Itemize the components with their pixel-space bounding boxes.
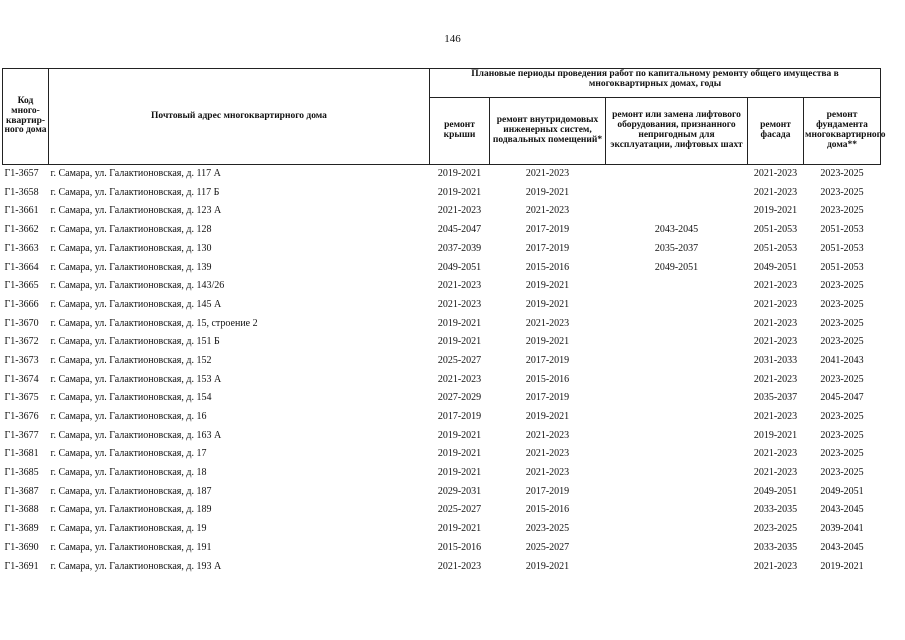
cell-elevator: [606, 464, 748, 483]
cell-facade: 2033-2035: [753, 504, 798, 516]
capital-repair-table: [2, 68, 886, 576]
cell-elevator: [606, 539, 748, 558]
cell-systems: 2019-2021: [525, 186, 570, 198]
cell-elevator: [606, 277, 748, 296]
cell-elevator: 2035-2037: [654, 242, 699, 254]
table-row: [3, 557, 881, 576]
cell-code: Г1-3691: [4, 560, 39, 572]
cell-code: Г1-3687: [4, 485, 39, 497]
cell-roof: 2029-2031: [437, 485, 482, 497]
cell-elevator: [606, 352, 748, 371]
cell-foundation: 2023-2025: [820, 205, 864, 217]
table-row: [3, 221, 881, 240]
table-row: [3, 464, 881, 483]
cell-foundation: 2045-2047: [820, 392, 864, 404]
cell-roof: 2027-2029: [437, 392, 482, 404]
cell-roof: 2019-2021: [437, 186, 482, 198]
table-row: [3, 333, 881, 352]
cell-systems: 2021-2023: [525, 429, 570, 441]
header-code: Код много-квартир-ного дома: [3, 69, 49, 165]
cell-systems: 2015-2016: [525, 504, 570, 516]
cell-roof: 2019-2021: [437, 168, 482, 180]
cell-foundation: 2051-2053: [820, 224, 864, 236]
cell-roof: 2037-2039: [437, 242, 482, 254]
cell-code: Г1-3670: [4, 317, 39, 329]
cell-elevator: [606, 296, 748, 315]
cell-address: г. Самара, ул. Галактионовская, д. 143/26: [50, 280, 225, 292]
cell-address: г. Самара, ул. Галактионовская, д. 117 А: [50, 168, 221, 180]
cell-roof: 2021-2023: [437, 373, 482, 385]
table-row: [3, 445, 881, 464]
cell-systems: 2021-2023: [525, 317, 570, 329]
cell-address: г. Самара, ул. Галактионовская, д. 187: [50, 485, 212, 497]
cell-address: г. Самара, ул. Галактионовская, д. 152: [50, 354, 212, 366]
cell-roof: 2021-2023: [437, 205, 482, 217]
cell-systems: 2017-2019: [525, 354, 570, 366]
cell-foundation: 2023-2025: [820, 467, 864, 479]
cell-systems: 2019-2021: [525, 411, 570, 423]
cell-facade: 2021-2023: [753, 448, 798, 460]
cell-foundation: 2023-2025: [820, 280, 864, 292]
cell-elevator: [606, 333, 748, 352]
table-row: [3, 371, 881, 390]
cell-code: Г1-3673: [4, 354, 39, 366]
cell-elevator: [606, 557, 748, 576]
table-row: [3, 408, 881, 427]
cell-roof: 2021-2023: [437, 280, 482, 292]
cell-elevator: [606, 389, 748, 408]
cell-address: г. Самара, ул. Галактионовская, д. 15, строение 2: [50, 317, 258, 329]
cell-roof: 2025-2027: [437, 354, 482, 366]
cell-code: Г1-3663: [4, 242, 39, 254]
cell-foundation: 2039-2041: [820, 523, 864, 535]
cell-code: Г1-3688: [4, 504, 39, 516]
table-row: [3, 483, 881, 502]
cell-elevator: [606, 427, 748, 446]
cell-systems: 2021-2023: [525, 448, 570, 460]
cell-foundation: 2023-2025: [820, 168, 864, 180]
cell-address: г. Самара, ул. Галактионовская, д. 154: [50, 392, 212, 404]
cell-roof: 2017-2019: [437, 411, 482, 423]
cell-code: Г1-3666: [4, 298, 39, 310]
cell-elevator: [606, 408, 748, 427]
cell-systems: 2019-2021: [525, 298, 570, 310]
table-row: [3, 296, 881, 315]
cell-code: Г1-3665: [4, 280, 39, 292]
cell-roof: 2019-2021: [437, 523, 482, 535]
cell-code: Г1-3681: [4, 448, 39, 460]
cell-code: Г1-3677: [4, 429, 39, 441]
cell-elevator: [606, 483, 748, 502]
header-periods-group: Плановые периоды проведения работ по капитальному ремонту общего имущества в многоквартирных домах, годы: [430, 69, 881, 98]
cell-systems: 2023-2025: [525, 523, 570, 535]
cell-roof: 2021-2023: [437, 298, 482, 310]
cell-foundation: 2023-2025: [820, 411, 864, 423]
cell-facade: 2021-2023: [753, 317, 798, 329]
cell-facade: 2021-2023: [753, 186, 798, 198]
cell-foundation: 2023-2025: [820, 298, 864, 310]
cell-systems: 2019-2021: [525, 336, 570, 348]
cell-code: Г1-3672: [4, 336, 39, 348]
cell-code: Г1-3662: [4, 224, 39, 236]
cell-elevator: [606, 184, 748, 203]
cell-address: г. Самара, ул. Галактионовская, д. 123 А: [50, 205, 222, 217]
cell-address: г. Самара, ул. Галактионовская, д. 117 Б: [50, 186, 220, 198]
cell-elevator: [606, 315, 748, 334]
cell-elevator: [606, 501, 748, 520]
table-row: [3, 277, 881, 296]
header-facade: ремонт фасада: [748, 98, 804, 165]
cell-code: Г1-3657: [4, 168, 39, 180]
cell-facade: 2049-2051: [753, 261, 798, 273]
table-row: [3, 389, 881, 408]
cell-facade: 2021-2023: [753, 336, 798, 348]
header-systems: ремонт внутридомовых инженерных систем, подвальных помещений*: [490, 98, 606, 165]
cell-elevator: [606, 202, 748, 221]
cell-foundation: 2051-2053: [820, 242, 864, 254]
cell-systems: 2019-2021: [525, 560, 570, 572]
cell-facade: 2021-2023: [753, 467, 798, 479]
cell-foundation: 2049-2051: [820, 485, 864, 497]
cell-facade: 2021-2023: [753, 560, 798, 572]
page-number: 146: [444, 33, 461, 45]
cell-address: г. Самара, ул. Галактионовская, д. 193 А: [50, 560, 222, 572]
cell-roof: 2045-2047: [437, 224, 482, 236]
cell-elevator: 2043-2045: [654, 224, 699, 236]
cell-code: Г1-3658: [4, 186, 39, 198]
cell-address: г. Самара, ул. Галактионовская, д. 191: [50, 541, 212, 553]
cell-systems: 2015-2016: [525, 373, 570, 385]
table-row: [3, 315, 881, 334]
cell-systems: 2017-2019: [525, 485, 570, 497]
cell-systems: 2021-2023: [525, 205, 570, 217]
cell-foundation: 2023-2025: [820, 373, 864, 385]
table-row: [3, 501, 881, 520]
cell-facade: 2019-2021: [753, 205, 798, 217]
cell-address: г. Самара, ул. Галактионовская, д. 128: [50, 224, 212, 236]
cell-address: г. Самара, ул. Галактионовская, д. 145 А: [50, 298, 222, 310]
cell-facade: 2021-2023: [753, 280, 798, 292]
cell-elevator: 2049-2051: [654, 261, 699, 273]
table-row: [3, 352, 881, 371]
table-body: [3, 165, 881, 577]
cell-foundation: 2019-2021: [820, 560, 864, 572]
table-row: [3, 165, 881, 184]
cell-roof: 2019-2021: [437, 336, 482, 348]
cell-foundation: 2041-2043: [820, 354, 864, 366]
table-row: [3, 202, 881, 221]
cell-foundation: 2023-2025: [820, 186, 864, 198]
cell-address: г. Самара, ул. Галактионовская, д. 153 А: [50, 373, 222, 385]
cell-facade: 2019-2021: [753, 429, 798, 441]
cell-systems: 2021-2023: [525, 467, 570, 479]
cell-roof: 2015-2016: [437, 541, 482, 553]
cell-foundation: 2023-2025: [820, 336, 864, 348]
cell-foundation: 2023-2025: [820, 448, 864, 460]
header-foundation: ремонт фундамента многоквартирного дома**: [804, 98, 881, 165]
cell-systems: 2019-2021: [525, 280, 570, 292]
table-row: [3, 520, 881, 539]
cell-elevator: [606, 520, 748, 539]
cell-address: г. Самара, ул. Галактионовская, д. 16: [50, 411, 207, 423]
cell-elevator: [606, 371, 748, 390]
cell-facade: 2051-2053: [753, 224, 798, 236]
cell-foundation: 2043-2045: [820, 541, 864, 553]
cell-code: Г1-3674: [4, 373, 39, 385]
table-row: [3, 240, 881, 259]
table-row: [3, 539, 881, 558]
table-row: [3, 258, 881, 277]
cell-elevator: [606, 165, 748, 184]
cell-roof: 2019-2021: [437, 467, 482, 479]
cell-roof: 2019-2021: [437, 448, 482, 460]
cell-code: Г1-3689: [4, 523, 39, 535]
cell-roof: 2019-2021: [437, 317, 482, 329]
header-roof: ремонт крыши: [430, 98, 490, 165]
cell-facade: 2035-2037: [753, 392, 798, 404]
cell-code: Г1-3685: [4, 467, 39, 479]
cell-foundation: 2051-2053: [820, 261, 864, 273]
cell-code: Г1-3664: [4, 261, 39, 273]
cell-facade: 2021-2023: [753, 411, 798, 423]
cell-facade: 2023-2025: [753, 523, 798, 535]
cell-facade: 2049-2051: [753, 485, 798, 497]
cell-code: Г1-3661: [4, 205, 39, 217]
cell-systems: 2025-2027: [525, 541, 570, 553]
cell-foundation: 2043-2045: [820, 504, 864, 516]
cell-roof: 2019-2021: [437, 429, 482, 441]
cell-roof: 2049-2051: [437, 261, 482, 273]
cell-systems: 2015-2016: [525, 261, 570, 273]
cell-address: г. Самара, ул. Галактионовская, д. 163 А: [50, 429, 222, 441]
cell-facade: 2021-2023: [753, 168, 798, 180]
cell-roof: 2021-2023: [437, 560, 482, 572]
cell-address: г. Самара, ул. Галактионовская, д. 189: [50, 504, 212, 516]
cell-code: Г1-3675: [4, 392, 39, 404]
cell-systems: 2017-2019: [525, 392, 570, 404]
header-elevator: ремонт или замена лифтового оборудования, признанного непригодным для эксплуатации, лифтовых шахт: [606, 98, 748, 165]
cell-facade: 2033-2035: [753, 541, 798, 553]
header-address: Почтовый адрес многоквартирного дома: [49, 69, 430, 165]
cell-roof: 2025-2027: [437, 504, 482, 516]
cell-facade: 2021-2023: [753, 373, 798, 385]
cell-systems: 2017-2019: [525, 224, 570, 236]
table-row: [3, 427, 881, 446]
cell-address: г. Самара, ул. Галактионовская, д. 151 Б: [50, 336, 220, 348]
cell-address: г. Самара, ул. Галактионовская, д. 19: [50, 523, 207, 535]
cell-foundation: 2023-2025: [820, 317, 864, 329]
cell-facade: 2031-2033: [753, 354, 798, 366]
cell-systems: 2017-2019: [525, 242, 570, 254]
cell-address: г. Самара, ул. Галактионовская, д. 17: [50, 448, 207, 460]
cell-facade: 2021-2023: [753, 298, 798, 310]
cell-elevator: [606, 445, 748, 464]
cell-address: г. Самара, ул. Галактионовская, д. 139: [50, 261, 212, 273]
cell-facade: 2051-2053: [753, 242, 798, 254]
cell-foundation: 2023-2025: [820, 429, 864, 441]
cell-code: Г1-3690: [4, 541, 39, 553]
cell-systems: 2021-2023: [525, 168, 570, 180]
table-row: [3, 184, 881, 203]
cell-address: г. Самара, ул. Галактионовская, д. 130: [50, 242, 212, 254]
cell-code: Г1-3676: [4, 411, 39, 423]
cell-address: г. Самара, ул. Галактионовская, д. 18: [50, 467, 207, 479]
